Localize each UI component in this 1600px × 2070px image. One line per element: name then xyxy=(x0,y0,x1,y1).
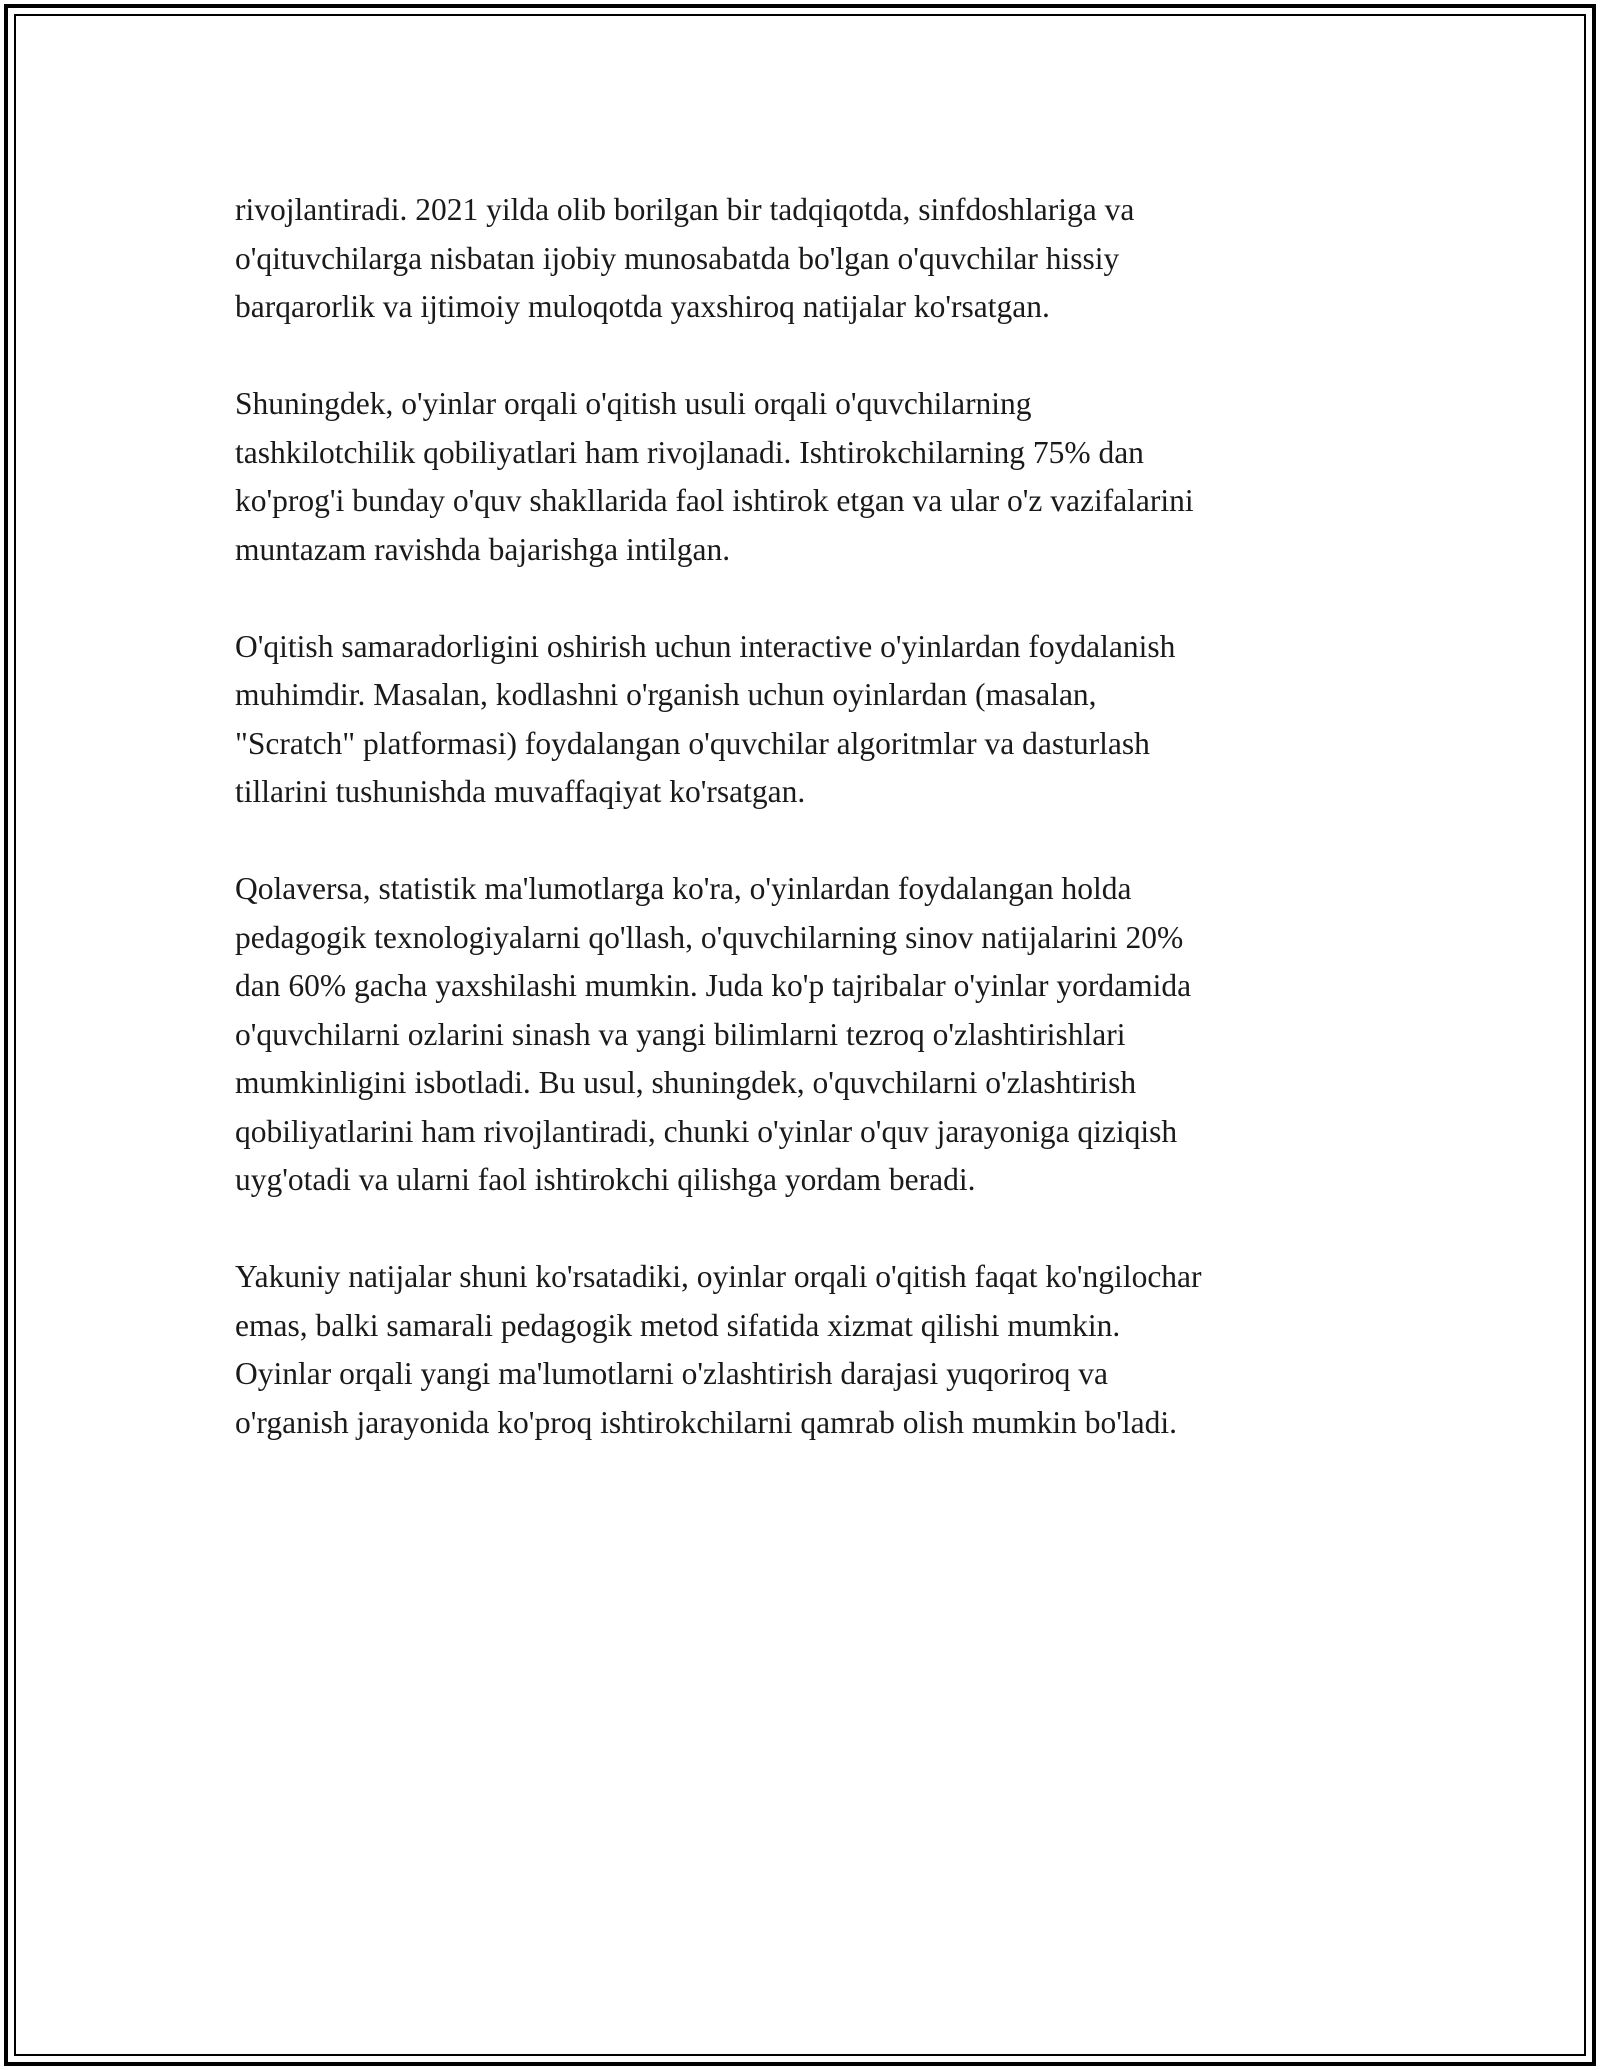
document-body xyxy=(235,186,1395,1496)
paragraph-5: Yakuniy natijalar shuni ko'rsatadiki, oyinlar orqali o'qitish faqat ko'ngilochar emas, balki samarali pedagogik metod sifatida xizmat qilishi mumkin. Oyinlar orqali yangi ma'lumotlarni o'zlashtirish darajasi yuqoriroq va o'rganish jarayonida ko'proq ishtirokchilarni qamrab olish mumkin bo'ladi. xyxy=(235,1259,1202,1440)
paragraph-2: Shuningdek, o'yinlar orqali o'qitish usuli orqali o'quvchilarning tashkilotchilik qobiliyatlari ham rivojlanadi. Ishtirokchilarning 75% dan ko'prog'i bunday o'quv shakllarida faol ishtirok etgan va ular o'z vazifalarini muntazam ravishda bajarishga intilgan. xyxy=(235,386,1194,567)
paragraph-1: rivojlantiradi. 2021 yilda olib borilgan bir tadqiqotda, sinfdoshlariga va o'qituvchilarga nisbatan ijobiy munosabatda bo'lgan o'quvchilar hissiy barqarorlik va ijtimoiy muloqotda yaxshiroq natijalar ko'rsatgan. xyxy=(235,192,1135,324)
paragraph-3: O'qitish samaradorligini oshirish uchun interactive o'yinlardan foydalanish muhimdir. Masalan, kodlashni o'rganish uchun oyinlardan (masalan, "Scratch" platformasi) foydalangan o'quvchilar algoritmlar va dasturlash tillarini tushunishda muvaffaqiyat ko'rsatgan. xyxy=(235,628,1176,809)
paragraph-4: Qolaversa, statistik ma'lumotlarga ko'ra, o'yinlardan foydalangan holda pedagogik texnologiyalarni qo'llash, o'quvchilarning sinov natijalarini 20% dan 60% gacha yaxshilashi mumkin. Juda ko'p tajribalar o'yinlar yordamida o'quvchilarni ozlarini sinash va yangi bilimlarni tezroq o'zlashtirishlari mumkinligini isbotladi. Bu usul, shuningdek, o'quvchilarni o'zlashtirish qobiliyatlarini ham rivojlantiradi, chunki o'yinlar o'quv jarayoniga qiziqish uyg'otadi va ularni faol ishtirokchi qilishga yordam beradi. xyxy=(235,871,1192,1197)
